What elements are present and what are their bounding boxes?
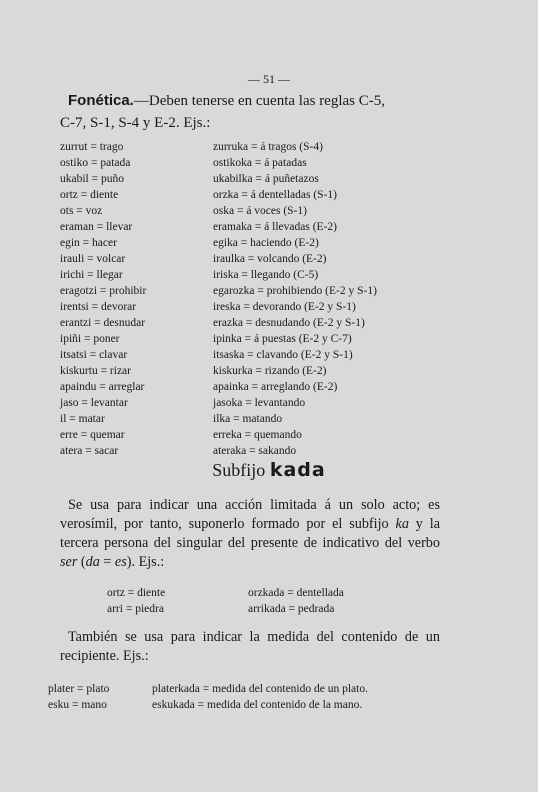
section-heading <box>0 459 538 481</box>
vocab-base: kiskurtu = rizar <box>60 365 131 377</box>
vocab-base: zurrut = trago <box>60 141 124 153</box>
example-base: esku = mano <box>48 699 107 711</box>
examples1-base-column <box>107 585 165 617</box>
vocab-derived: apainka = arreglando (E-2) <box>213 381 338 393</box>
examples1-derived-column <box>248 585 344 617</box>
vocab-derived: ipinka = á puestas (E-2 y C-7) <box>213 333 352 345</box>
paragraph-kada-usage <box>60 496 440 572</box>
vocab-derived-column <box>213 139 377 459</box>
para1-text: y la tercera persona del singular del presente de indicativo del verbo <box>60 516 440 551</box>
vocab-derived: itsaska = clavando (E-2 y S-1) <box>213 349 353 361</box>
vocab-base-column <box>60 139 146 459</box>
paragraph-measure-usage: También se usa para indicar la medida del contenido de un recipiente. Ejs.: <box>60 629 440 664</box>
phonetics-intro <box>60 90 460 134</box>
vocab-derived: ireska = devorando (E-2 y S-1) <box>213 301 356 313</box>
para1-es: es <box>114 554 127 570</box>
vocab-derived: erreka = quemando <box>213 429 302 441</box>
heading-keyword: kada <box>269 459 326 481</box>
vocab-derived: iraulka = volcando (E-2) <box>213 253 327 265</box>
example-base: plater = plato <box>48 683 110 695</box>
page-number: — 51 — <box>248 72 290 86</box>
vocab-derived: ukabilka = á puñetazos <box>213 173 319 185</box>
para1-da: da <box>85 554 100 570</box>
vocab-base: eraman = llevar <box>60 221 133 233</box>
vocab-base: atera = sacar <box>60 445 119 457</box>
vocab-base: irauli = volcar <box>60 253 126 265</box>
vocab-derived: iriska = llegando (C-5) <box>213 269 319 281</box>
example-derived: orzkada = dentellada <box>248 587 344 599</box>
vocab-base: egin = hacer <box>60 237 117 249</box>
vocab-derived: egika = haciendo (E-2) <box>213 237 319 249</box>
vocab-derived: ateraka = sakando <box>213 445 297 457</box>
para1-text: ). Ejs.: <box>126 554 165 570</box>
para1-ka: ka <box>395 516 409 532</box>
heading-prefix: Subfijo <box>212 460 266 480</box>
vocab-base: eragotzi = prohibir <box>60 285 147 297</box>
vocab-base: ostiko = patada <box>60 157 131 169</box>
vocab-base: irentsi = devorar <box>60 301 137 313</box>
vocab-derived: eramaka = á llevadas (E-2) <box>213 221 337 233</box>
example-derived: platerkada = medida del contenido de un plato. <box>152 683 368 695</box>
vocab-base: apaindu = arreglar <box>60 381 145 393</box>
example-base: arri = piedra <box>107 603 164 615</box>
vocab-base: ukabil = puño <box>60 173 124 185</box>
para1-text: ( <box>77 554 86 570</box>
vocab-derived: jasoka = levantando <box>213 397 306 409</box>
vocab-base: jaso = levantar <box>60 397 128 409</box>
vocab-derived: zurruka = á tragos (S-4) <box>213 141 323 153</box>
para1-text: Se usa para indicar una acción limitada á un solo acto; es verosímil, por tanto, suponerlo formado por el subfijo <box>60 497 440 532</box>
example-derived: arrikada = pedrada <box>248 603 335 615</box>
vocab-derived: orzka = á dentelladas (S-1) <box>213 189 337 201</box>
examples2-derived-column <box>152 681 368 713</box>
para1-text: = <box>99 554 115 570</box>
para1-ser: ser <box>60 554 78 570</box>
intro-text-1: —Deben tenerse en cuenta las reglas C-5, <box>133 93 386 109</box>
vocab-base: il = matar <box>60 413 105 425</box>
vocab-derived: ilka = matando <box>213 413 283 425</box>
vocab-base: erre = quemar <box>60 429 125 441</box>
phonetics-lead: Fonética. <box>68 92 134 109</box>
vocab-base: ots = voz <box>60 205 103 217</box>
vocab-base: ortz = diente <box>60 189 119 201</box>
vocab-base: erantzi = desnudar <box>60 317 146 329</box>
vocab-derived: oska = á voces (S-1) <box>213 205 307 217</box>
vocab-derived: erazka = desnudando (E-2 y S-1) <box>213 317 365 329</box>
vocab-derived: egarozka = prohibiendo (E-2 y S-1) <box>213 285 377 297</box>
vocab-base: ipiñi = poner <box>60 333 120 345</box>
vocab-base: irichi = llegar <box>60 269 123 281</box>
vocab-base: itsatsi = clavar <box>60 349 128 361</box>
vocab-derived: ostikoka = á patadas <box>213 157 307 169</box>
intro-line-1 <box>60 90 460 112</box>
example-derived: eskukada = medida del contenido de la mano. <box>152 699 363 711</box>
example-base: ortz = diente <box>107 587 166 599</box>
examples2-base-column <box>48 681 109 713</box>
intro-line-2: C-7, S-1, S-4 y E-2. Ejs.: <box>60 115 211 131</box>
vocab-derived: kiskurka = rizando (E-2) <box>213 365 327 377</box>
